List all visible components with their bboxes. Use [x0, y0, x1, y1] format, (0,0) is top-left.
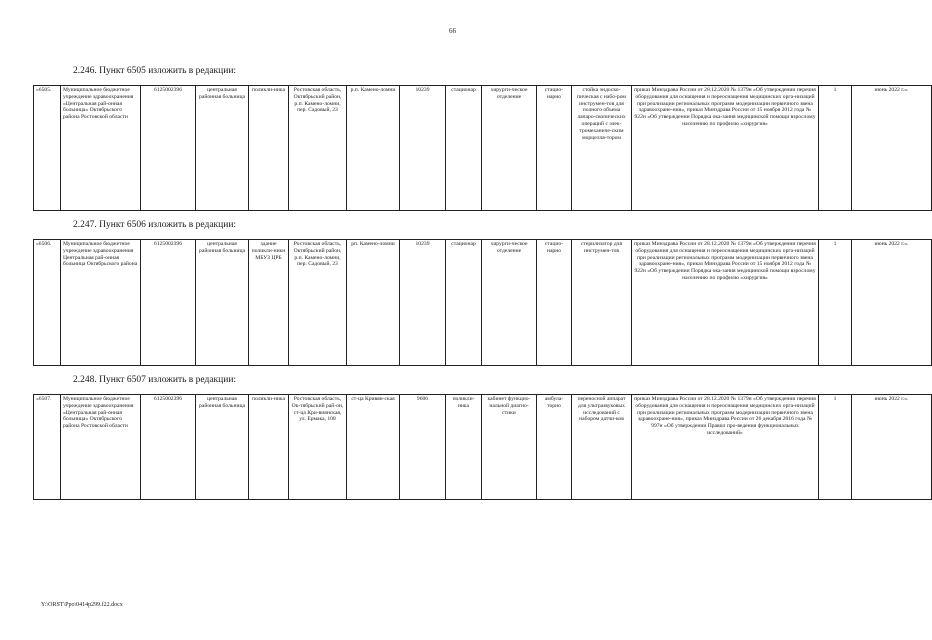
section-heading-6506: 2.247. Пункт 6506 изложить в редакции: — [73, 220, 237, 230]
cell-number: «6507. — [34, 395, 61, 500]
section-heading-6507: 2.248. Пункт 6507 изложить в редакции: — [73, 375, 237, 385]
cell-date: июнь 2022 г.». — [852, 395, 932, 500]
cell-equipment: стойка эндоско-пическая с набо-ром инструмен-тов для полного объема лапаро-скопических операций с элек-тромеханиче-ским морцелля-тором — [572, 86, 632, 211]
cell-inn: 6125002396 — [141, 86, 196, 211]
cell-organization: Муниципальное бюджетное учреждение здравоохранения «Центральная рай-онная больница» Октябрьского района Ростовской области — [61, 395, 141, 500]
cell-date: июнь 2022 г.». — [852, 240, 932, 366]
cell-number: «6505. — [34, 86, 61, 211]
cell-condition: стацио-нарно — [537, 240, 572, 366]
cell-condition: стацио-нарно — [537, 86, 572, 211]
cell-condition: амбула-торно — [537, 395, 572, 500]
cell-settlement: ст-ца Кривян-ская — [347, 395, 400, 500]
cell-settlement: рп. Камено-ломни — [347, 240, 400, 366]
cell-equipment: переносной аппарат для ультразвуковых исследований с набором датчи-ков — [572, 395, 632, 500]
cell-care-type: стационар — [446, 86, 482, 211]
table-row — [34, 395, 932, 500]
cell-quantity: 1 — [819, 86, 852, 211]
cell-address: Ростовская область, Октябрьский район, р.п. Камено-ломни, пер. Садовый, 23 — [289, 240, 347, 366]
cell-settlement: р.п. Камено-ломни — [347, 86, 400, 211]
cell-date: июнь 2022 г.». — [852, 86, 932, 211]
cell-population: 9606 — [400, 395, 446, 500]
table-6507 — [33, 394, 932, 500]
cell-quantity: 1 — [819, 240, 852, 366]
cell-department: кабинет функцио-нальной диагно-стики — [482, 395, 537, 500]
cell-equipment: стерилизатор для инструмен-тов — [572, 240, 632, 366]
cell-population: 10239 — [400, 240, 446, 366]
cell-quantity: 1 — [819, 395, 852, 500]
cell-org-type: центральная районная больница — [196, 86, 249, 211]
cell-organization: Муниципальное бюджетное учреждение здравоохранения Центральная рай-онная больница Октябрьского района — [61, 240, 141, 366]
cell-legal-basis: приказ Минздрава России от 28.12.2020 № 1379н «Об утверждении перечня оборудования для оснащения и переоснащения медицинских орга-низаций при реализации региональных программ модернизации первичного звена здравоохране-ния», приказ Минздрава России от 15 ноября 2012 года № 922н «Об утверждении Порядка ока-зания медицинской помощи взрослому населению по профилю «хирургия» — [632, 240, 819, 366]
cell-unit: поликли-ника — [249, 395, 289, 500]
cell-care-type: стационар — [446, 240, 482, 366]
table-6505 — [33, 85, 932, 211]
cell-unit: поликли-ника — [249, 86, 289, 211]
cell-inn: 6125002396 — [141, 395, 196, 500]
cell-department: хирурги-ческое отделение — [482, 240, 537, 366]
cell-population: 10239 — [400, 86, 446, 211]
cell-care-type: поликли-ника — [446, 395, 482, 500]
cell-unit: здание поликли-ники МБУЗ ЦРБ — [249, 240, 289, 366]
cell-number: «6506. — [34, 240, 61, 366]
cell-legal-basis: приказ Минздрава России от 28.12.2020 № 1379н «Об утверждении перечня оборудования для оснащения и переоснащения медицинских орга-низаций при реализации региональных программ модернизации первичного звена здравоохране-ния», приказ Минздрава России от 26 декабря 2016 года № 997н «Об утверждении Правил про-ведения функциональных исследований» — [632, 395, 819, 500]
cell-address: Ростовская область, Октябрьский район, р.п. Камено-ломни, пер. Садовый, 23 — [289, 86, 347, 211]
table-6506 — [33, 239, 932, 366]
cell-org-type: центральная районная больница — [196, 240, 249, 366]
cell-org-type: центральная районная больница — [196, 395, 249, 500]
section-heading-6505: 2.246. Пункт 6505 изложить в редакции: — [73, 66, 237, 76]
cell-department: хирурги-ческое отделение — [482, 86, 537, 211]
cell-inn: 6125002396 — [141, 240, 196, 366]
cell-organization: Муниципальное бюджетное учреждение здравоохранения «Центральная рай-онная больница» Октябрьского района Ростовской области — [61, 86, 141, 211]
cell-legal-basis: приказ Минздрава России от 28.12.2020 № 1379н «Об утверждении перечня оборудования для оснащения и переоснащения медицинских орга-низаций при реализации региональных программ модернизации первичного звена здравоохране-ния», приказ Минздрава России от 15 ноября 2012 года № 922н «Об утверждении Порядка ока-зания медицинской помощи взрослому населению по профилю «хирургия» — [632, 86, 819, 211]
table-row — [34, 86, 932, 211]
file-path-footer: Y:\ORST\Ppo\0414p299.f22.docx — [41, 602, 123, 608]
cell-address: Ростовская область, Ок-тябрьский рай-он, ст-ца Кри-внянская, ул. Ермака, 108 — [289, 395, 347, 500]
table-row — [34, 240, 932, 366]
page-number: 66 — [449, 27, 456, 35]
